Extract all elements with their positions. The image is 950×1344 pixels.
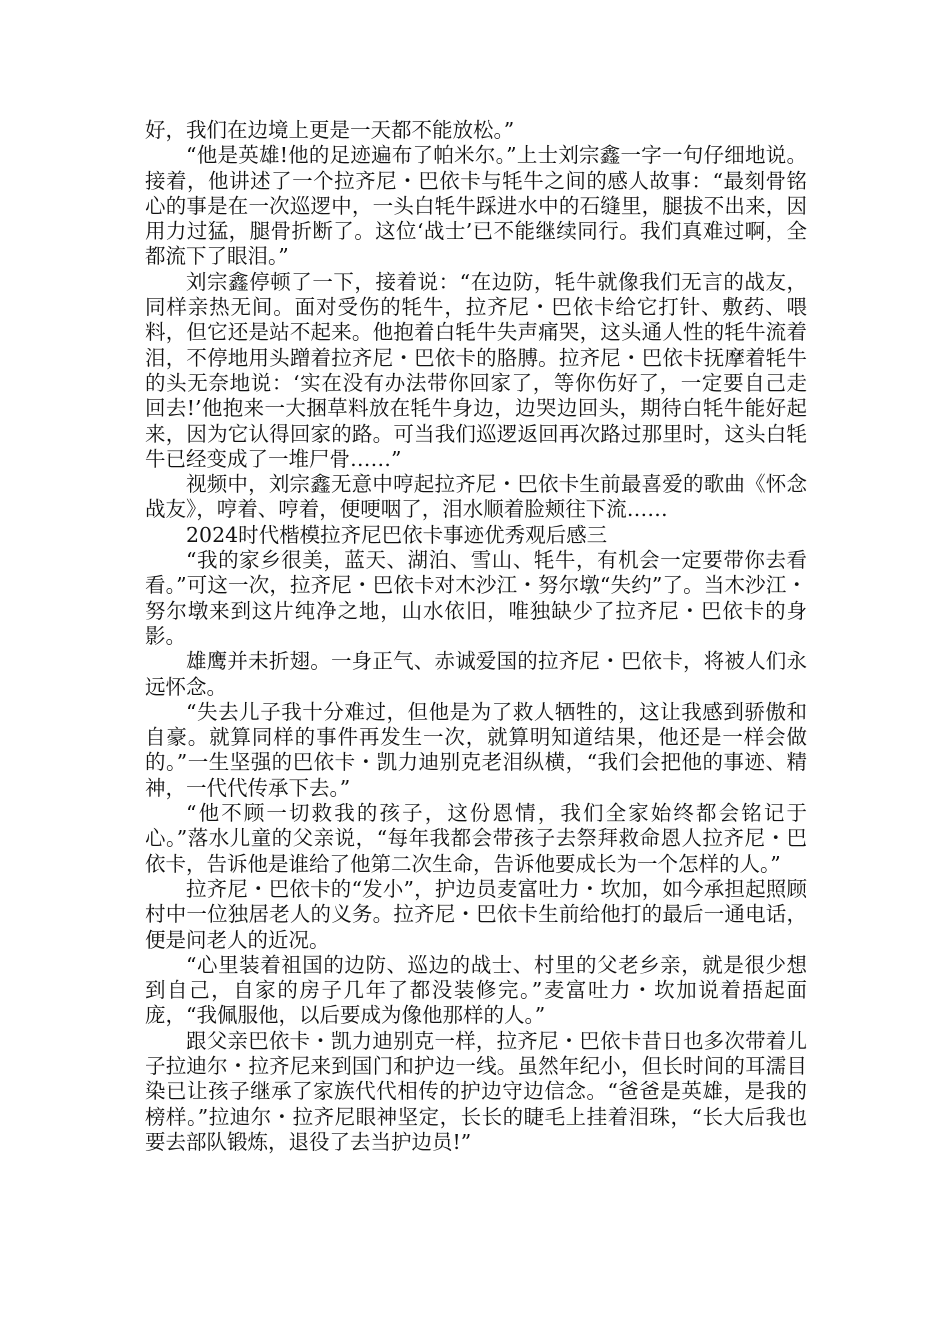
paragraph-continuation: 好，我们在边境上更是一天都不能放松。” (145, 118, 515, 142)
paragraph-hero-footprints: “他是英雄!他的足迹遍布了帕米尔。”上士刘宗鑫一字一句仔细地说。接着，他讲述了一个拉齐尼・巴依卡与牦牛之间的感人故事：“最刻骨铭心的事是在一次巡逻中，一头白牦牛踩进水中的石缝里，腿拔不出来，因用力过猛，腿骨折断了。这位‘战士’已不能继续同行。我们真难过啊，全都流下了眼泪。” (145, 143, 807, 269)
paragraph-eagle: 雄鹰并未折翅。一身正气、赤诚爱国的拉齐尼・巴依卡，将被人们永远怀念。 (145, 649, 807, 699)
section-heading: 2024时代楷模拉齐尼巴依卡事迹优秀观后感三 (186, 522, 608, 547)
paragraph-video-song: 视频中，刘宗鑫无意中哼起拉齐尼・巴依卡生前最喜爱的歌曲《怀念战友》，哼着、哼着，便哽咽了，泪水顺着脸颊往下流…… (145, 472, 807, 522)
paragraph-son: 跟父亲巴依卡・凯力迪别克一样，拉齐尼・巴依卡昔日也多次带着儿子拉迪尔・拉齐尼来到国门和护边一线。虽然年纪小，但长时间的耳濡目染已让孩子继承了家族代代相传的护边守边信念。“爸爸是英雄，是我的榜样。”拉迪尔・拉齐尼眼神坚定，长长的睫毛上挂着泪珠，“长大后我也要去部队锻炼，退役了去当护边员!” (145, 1028, 807, 1154)
paragraph-friend-quote: “心里装着祖国的边防、巡边的战士、村里的父老乡亲，就是很少想到自己，自家的房子几年了都没装修完。”麦富吐力・坎加说着捂起面庞，“我佩服他，以后要成为像他那样的人。” (145, 952, 807, 1028)
paragraph-hometown: “我的家乡很美，蓝天、湖泊、雪山、牦牛，有机会一定要带你去看看。”可这一次，拉齐尼・巴依卡对木沙江・努尔墩“失约”了。当木沙江・努尔墩来到这片纯净之地，山水依旧，唯独缺少了拉齐尼・巴依卡的身影。 (145, 548, 807, 648)
paragraph-childhood-friend: 拉齐尼・巴依卡的“发小”，护边员麦富吐力・坎加，如今承担起照顾村中一位独居老人的义务。拉齐尼・巴依卡生前给他打的最后一通电话，便是问老人的近况。 (145, 876, 807, 952)
paragraph-child-father-quote: “他不顾一切救我的孩子，这份恩情，我们全家始终都会铭记于心。”落水儿童的父亲说，“每年我都会带孩子去祭拜救命恩人拉齐尼・巴依卡，告诉他是谁给了他第二次生命，告诉他要成长为一个怎样的人。” (145, 801, 807, 876)
paragraph-yak-story: 刘宗鑫停顿了一下，接着说：“在边防，牦牛就像我们无言的战友，同样亲热无间。面对受伤的牦牛，拉齐尼・巴依卡给它打针、敷药、喂料，但它还是站不起来。他抱着白牦牛失声痛哭，这头通人性的牦牛流着泪，不停地用头蹭着拉齐尼・巴依卡的胳膊。拉齐尼・巴依卡抚摩着牦牛的头无奈地说：‘实在没有办法带你回家了，等你伤好了，一定要自己走回去!’他抱来一大捆草料放在牦牛身边，边哭边回头，期待白牦牛能好起来，因为它认得回家的路。可当我们巡逻返回再次路过那里时，这头白牦牛已经变成了一堆尸骨……” (145, 269, 807, 471)
document-page (145, 118, 807, 1155)
paragraph-father-quote: “失去儿子我十分难过，但他是为了救人牺牲的，这让我感到骄傲和自豪。就算同样的事件再发生一次，就算明知道结果，他还是一样会做的。”一生坚强的巴依卡・凯力迪别克老泪纵横，“我们会把他的事迹、精神，一代代传承下去。” (145, 699, 807, 800)
